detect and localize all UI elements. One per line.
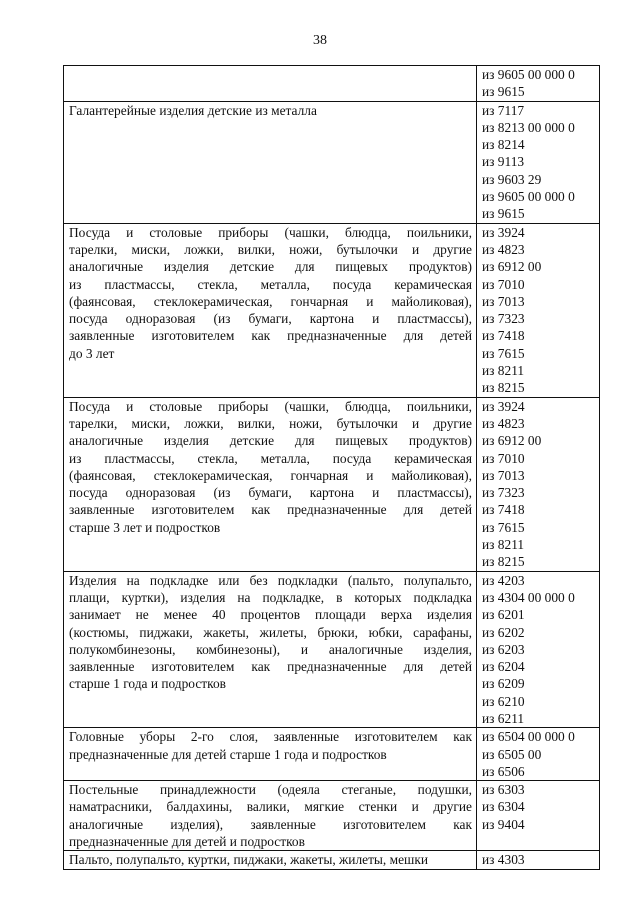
description-line: Изделия на подкладке или без подкладки (пальто, полупальто,: [69, 572, 472, 588]
description-line: старше 1 года и подростков: [69, 676, 226, 692]
tnved-code: из 6210: [482, 693, 525, 709]
tnved-code: из 9605 00 000 0: [482, 67, 575, 82]
description-line: заявленные изготовителем как предназначенные для детей: [69, 659, 472, 675]
tnved-code: из 9404: [482, 816, 525, 832]
description-line: из пластмассы, стекла, металла, посуда керамическая: [69, 276, 472, 292]
tnved-code: из 7323: [482, 311, 525, 327]
tnved-code: из 4823: [482, 241, 525, 257]
description-line: посуда одноразовая (из бумаги, картона и пластмассы),: [69, 485, 472, 501]
description-line: (фаянсовая, стеклокерамическая, гончарная и майоликовая),: [69, 293, 472, 309]
description-line: Пальто, полупальто, куртки, пиджаки, жакеты, жилеты, мешки: [69, 852, 429, 868]
tnved-code: из 7615: [482, 519, 525, 535]
page-number: 38: [313, 33, 327, 48]
tnved-code: из 9615: [482, 206, 525, 222]
tnved-code: из 7418: [482, 502, 525, 518]
goods-table-body: [64, 66, 600, 870]
tnved-code: из 3924: [482, 224, 525, 240]
tnved-codes-cell: [477, 728, 600, 781]
tnved-code: из 9113: [482, 154, 525, 170]
tnved-code: из 7615: [482, 345, 525, 361]
description-line: старше 3 лет и подростков: [69, 519, 221, 535]
tnved-codes-cell: [477, 66, 600, 102]
table-row: [64, 101, 600, 223]
description-line: посуда одноразовая (из бумаги, картона и пластмассы),: [69, 311, 472, 327]
tnved-code: из 8214: [482, 137, 525, 153]
description-line: плащи, куртки), изделия на подкладке, в которых подкладка: [69, 589, 472, 605]
tnved-code: из 7323: [482, 485, 525, 501]
description-line: наматрасники, балдахины, валики, мягкие стенки и другие: [69, 799, 472, 815]
product-description-cell: [64, 571, 477, 728]
tnved-code: из 6204: [482, 659, 525, 675]
tnved-code: из 8215: [482, 554, 525, 570]
tnved-code: из 4203: [482, 572, 525, 588]
tnved-code: из 6504 00 000 0: [482, 729, 575, 745]
tnved-code: из 3924: [482, 398, 525, 414]
product-description-cell: [64, 223, 477, 397]
tnved-code: из 7117: [482, 102, 525, 118]
product-description-cell: [64, 781, 477, 851]
tnved-code: из 9615: [482, 84, 525, 100]
tnved-code: из 6912 00: [482, 433, 542, 449]
description-line: занимает не менее 40 процентов площади верха изделия: [69, 607, 472, 623]
table-row: [64, 851, 600, 869]
tnved-code: из 6506: [482, 763, 525, 779]
description-line: из пластмассы, стекла, металла, посуда керамическая: [69, 450, 472, 466]
tnved-code: из 7010: [482, 450, 525, 466]
product-description-cell: [64, 728, 477, 781]
description-line: Посуда и столовые приборы (чашки, блюдца, поильники,: [69, 398, 472, 414]
description-line: Галантерейные изделия детские из металла: [69, 102, 317, 118]
tnved-codes-cell: [477, 101, 600, 223]
product-description-cell: [64, 101, 477, 223]
tnved-code: из 6912 00: [482, 259, 542, 275]
tnved-codes-cell: [477, 851, 600, 869]
table-row: [64, 66, 600, 102]
tnved-code: из 6203: [482, 641, 525, 657]
product-description-cell: [64, 66, 477, 102]
tnved-code: из 8215: [482, 380, 525, 396]
table-row: [64, 397, 600, 571]
description-line: тарелки, миски, ложки, вилки, ножи, бутылочки и другие: [69, 241, 472, 257]
description-line: заявленные изготовителем как предназначенные для детей: [69, 328, 472, 344]
tnved-codes-cell: [477, 397, 600, 571]
description-line: полукомбинезоны, комбинезоны), и аналогичные изделия,: [69, 641, 472, 657]
tnved-code: из 4304 00 000 0: [482, 589, 575, 605]
tnved-code: из 7010: [482, 276, 525, 292]
tnved-code: из 9605 00 000 0: [482, 189, 575, 205]
tnved-code: из 6211: [482, 710, 525, 726]
description-line: аналогичные изделия), заявленные изготовителем как: [69, 816, 472, 832]
table-row: [64, 781, 600, 851]
description-line: аналогичные изделия детские для пищевых продуктов): [69, 433, 472, 449]
description-line: Головные уборы 2-го слоя, заявленные изготовителем как: [69, 729, 472, 745]
tnved-code: из 6209: [482, 676, 525, 692]
tnved-code: из 6304: [482, 799, 525, 815]
tnved-code: из 8211: [482, 363, 525, 379]
tnved-code: из 7418: [482, 328, 525, 344]
description-line: (костюмы, пиджаки, жакеты, жилеты, брюки, юбки, сарафаны,: [69, 624, 472, 640]
goods-table: [63, 65, 600, 870]
tnved-codes-cell: [477, 571, 600, 728]
description-line: Посуда и столовые приборы (чашки, блюдца, поильники,: [69, 224, 472, 240]
description-line: аналогичные изделия детские для пищевых продуктов): [69, 259, 472, 275]
tnved-codes-cell: [477, 781, 600, 851]
tnved-codes-cell: [477, 223, 600, 397]
tnved-code: из 4823: [482, 415, 525, 431]
description-line: Постельные принадлежности (одеяла стеганые, подушки,: [69, 782, 472, 798]
description-line: до 3 лет: [69, 345, 115, 361]
description-line: (фаянсовая, стеклокерамическая, гончарная и майоликовая),: [69, 467, 472, 483]
table-row: [64, 571, 600, 728]
description-line: тарелки, миски, ложки, вилки, ножи, бутылочки и другие: [69, 415, 472, 431]
tnved-code: из 6201: [482, 607, 525, 623]
tnved-code: из 7013: [482, 293, 525, 309]
tnved-code: из 7013: [482, 467, 525, 483]
table-row: [64, 223, 600, 397]
tnved-code: из 6505 00: [482, 746, 542, 762]
description-line: заявленные изготовителем как предназначенные для детей: [69, 502, 472, 518]
tnved-code: из 9603 29: [482, 171, 542, 187]
description-line: предназначенные для детей старше 1 года и подростков: [69, 746, 387, 762]
tnved-code: из 8211: [482, 537, 525, 553]
tnved-code: из 8213 00 000 0: [482, 119, 575, 135]
product-description-cell: [64, 851, 477, 869]
table-row: [64, 728, 600, 781]
description-line: предназначенные для детей и подростков: [69, 834, 305, 850]
product-description-cell: [64, 397, 477, 571]
tnved-code: из 4303: [482, 852, 525, 868]
tnved-code: из 6303: [482, 782, 525, 798]
tnved-code: из 6202: [482, 624, 525, 640]
